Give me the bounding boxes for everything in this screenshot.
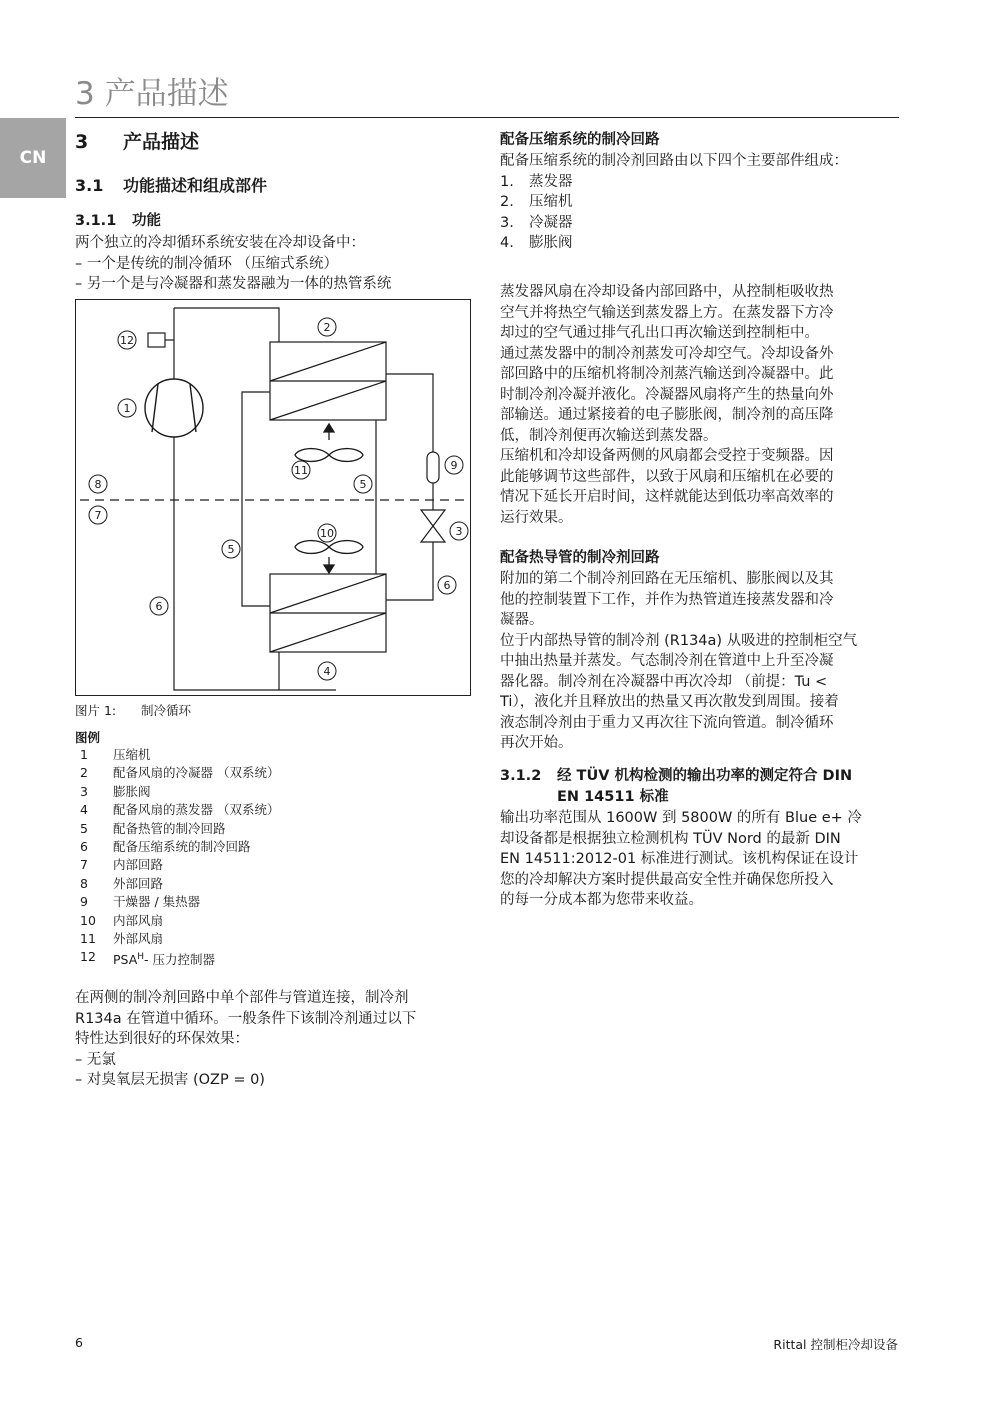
callout-11: 11 [294, 464, 308, 477]
section-3-1-2-heading [500, 766, 852, 808]
callout-1: 1 [123, 402, 131, 415]
pipe-condenser-right [386, 374, 433, 452]
text-line: 时制冷剂冷凝并液化。冷凝器风扇将产生的热量向外 [500, 386, 834, 403]
list-text: 冷凝器 [529, 214, 573, 231]
text-line: – 对臭氧层无损害 (OZP = 0) [75, 1072, 265, 1088]
text-line: R134a 在管道中循环。一般条件下该制冷剂通过以下 [75, 1010, 417, 1027]
legend-num: 10 [80, 912, 96, 928]
legend-num: 11 [80, 931, 96, 947]
refrigerant-paragraph [75, 988, 475, 1091]
expansion-valve [421, 510, 445, 542]
text-line: 他的控制装置下工作，并作为热管道连接蒸发器和冷 [500, 591, 834, 608]
header-rule [75, 117, 899, 118]
component-list-item [500, 172, 900, 193]
legend-num: 12 [80, 949, 96, 965]
legend-item [75, 764, 455, 782]
legend-num: 8 [80, 875, 88, 891]
legend-num: 4 [80, 802, 88, 818]
legend-text: 内部风扇 [113, 912, 164, 928]
text-line: 中抽出热量并蒸发。气态制冷剂在管道中上升至冷凝 [500, 653, 834, 669]
legend-text: 配备热管的制冷回路 [113, 820, 226, 836]
legend-item [75, 856, 455, 874]
compression-intro [500, 151, 900, 254]
legend-text [113, 948, 215, 970]
evaporator [270, 574, 386, 652]
legend-num: 1 [80, 747, 88, 762]
legend-num: 3 [80, 783, 88, 799]
section-3-1-1-heading [75, 210, 161, 232]
list-text: 蒸发器 [529, 173, 573, 190]
callout-9: 9 [450, 459, 458, 472]
internal-fan [295, 541, 363, 573]
footer-brand: Rittal 控制柜冷却设备 [773, 1337, 898, 1352]
text-line: 两个独立的冷却循环系统安装在冷却设备中： [75, 235, 365, 251]
legend-item [75, 838, 455, 856]
callout-8: 8 [94, 478, 102, 491]
legend-text: 膨胀阀 [113, 783, 151, 799]
section-3-heading [75, 129, 199, 155]
text-line: 情况下延长开启时间，这样就能达到低功率高效率的 [500, 489, 834, 505]
legend-text: 压缩机 [113, 747, 151, 762]
section-number: 3.1.1 [75, 213, 117, 229]
refrigeration-cycle-diagram [76, 300, 472, 697]
legend-text: 外部风扇 [113, 931, 164, 947]
callout-6: 6 [155, 600, 163, 613]
legend-item [75, 893, 455, 911]
pressure-switch [148, 333, 165, 347]
legend-num: 6 [80, 839, 88, 855]
component-list-item [500, 213, 900, 234]
text-line: – 无氯 [75, 1051, 116, 1068]
section-title: 功能描述和组成部件 [123, 176, 268, 195]
compression-circuit-heading: 配备压缩系统的制冷回路 [500, 132, 660, 148]
legend-item [75, 746, 455, 764]
legend-text-prefix: PSA [113, 952, 138, 968]
tuv-paragraph [500, 808, 900, 911]
text-line: 凝器。 [500, 612, 544, 628]
legend-text: 配备压缩系统的制冷回路 [113, 839, 251, 855]
pipe-compressor-left [174, 308, 279, 690]
legend-item [75, 820, 455, 838]
section-title-line: EN 14511 标准 [557, 789, 669, 805]
component-list-item [500, 192, 900, 213]
compression-paragraph [500, 282, 900, 528]
legend-text: 干燥器 / 集热器 [113, 894, 201, 910]
text-line: 配备压缩系统的制冷剂回路由以下四个主要部件组成： [500, 153, 848, 169]
callout-6: 6 [443, 579, 451, 592]
text-line: 再次开始。 [500, 735, 573, 751]
legend-text: 配备风扇的蒸发器 （双系统） [113, 802, 280, 818]
callout-10: 10 [320, 527, 334, 540]
list-num: 3. [500, 214, 514, 231]
section-3-1-heading [75, 174, 267, 198]
legend-text-suffix: - 压力控制器 [144, 952, 216, 968]
text-line: – 另一个是与冷凝器和蒸发器融为一体的热管系统 [75, 276, 392, 292]
refrigeration-cycle-figure [75, 299, 471, 696]
callout-7: 7 [94, 509, 102, 522]
heatpipe-paragraph [500, 569, 900, 754]
legend-text: 内部回路 [113, 857, 164, 873]
callout-3: 3 [455, 525, 463, 538]
text-line: 您的冷却解决方案时提供最高安全性并确保您所投入 [500, 871, 834, 888]
legend-num: 9 [80, 894, 88, 910]
text-line: 却过的空气通过排气孔出口再次输送到控制柜中。 [500, 325, 819, 341]
text-line: 部输送。通过紧接着的电子膨胀阀，制冷剂的高压降 [500, 407, 834, 423]
compressor-symbol [145, 379, 203, 437]
page-number: 6 [75, 1335, 83, 1350]
caption-label: 图片 1: [75, 703, 117, 718]
condenser [270, 342, 386, 420]
legend-item [75, 948, 455, 970]
legend-item [75, 912, 455, 930]
section-number: 3 [75, 131, 89, 153]
text-line: 却设备都是根据独立检测机构 TÜV Nord 的最新 DIN [500, 830, 841, 847]
text-line: 附加的第二个制冷剂回路在无压缩机、膨胀阀以及其 [500, 571, 834, 587]
language-tab: CN [0, 118, 66, 198]
callout-4: 4 [323, 665, 331, 678]
text-line: 低，制冷剂便再次输送到蒸发器。 [500, 427, 718, 444]
text-line: 运行效果。 [500, 509, 573, 526]
legend-item [75, 783, 455, 801]
legend-text-superscript: H [137, 952, 145, 963]
text-line: 器化器。制冷剂在冷凝器中再次冷却 （前提：Tu < [500, 673, 828, 690]
list-num: 2. [500, 194, 514, 210]
section-number: 3.1.2 [500, 768, 542, 784]
callout-5: 5 [359, 478, 367, 491]
legend-text: 外部回路 [113, 875, 164, 891]
text-line: 在两侧的制冷剂回路中单个部件与管道连接，制冷剂 [75, 990, 409, 1006]
list-text: 膨胀阀 [529, 235, 573, 251]
legend-list [75, 746, 455, 970]
text-line: 蒸发器风扇在冷却设备内部回路中，从控制柜吸收热 [500, 284, 834, 300]
component-list-item [500, 233, 900, 254]
text-line: 此能够调节这些部件，以致于风扇和压缩机在必要的 [500, 468, 834, 485]
list-num: 1. [500, 173, 514, 190]
section-number: 3.1 [75, 176, 104, 195]
callout-5: 5 [227, 543, 235, 556]
callout-12: 12 [120, 334, 134, 347]
legend-title: 图例 [75, 730, 101, 745]
text-line: 特性达到很好的环保效果： [75, 1031, 249, 1047]
legend-item [75, 801, 455, 819]
text-line: 输出功率范围从 1600W 到 5800W 的所有 Blue e+ 冷 [500, 810, 862, 826]
text-line: 的每一分成本都为您带来收益。 [500, 892, 703, 908]
legend-num: 2 [80, 765, 88, 781]
text-line: 空气并将热空气输送到蒸发器上方。在蒸发器下方冷 [500, 304, 834, 321]
callout-2: 2 [323, 321, 331, 334]
section-title: 功能 [132, 213, 161, 229]
section-title: 产品描述 [123, 131, 200, 153]
heatpipe-circuit-heading: 配备热导管的制冷剂回路 [500, 550, 660, 566]
caption-text: 制冷循环 [141, 703, 192, 718]
drier-collector [427, 452, 439, 483]
external-fan [295, 424, 363, 461]
legend-text: 配备风扇的冷凝器 （双系统） [113, 765, 280, 781]
text-line: 通过蒸发器中的制冷剂蒸发可冷却空气。冷却设备外 [500, 345, 834, 362]
text-line: EN 14511:2012-01 标准进行测试。该机构保证在设计 [500, 851, 859, 867]
pipe-evaporator-right [386, 542, 433, 600]
function-paragraph [75, 233, 475, 295]
text-line: 部回路中的压缩机将制冷剂蒸汽输送到冷凝器中。此 [500, 366, 834, 382]
text-line: – 一个是传统的制冷循环 （压缩式系统） [75, 255, 338, 272]
text-line: 液态制冷剂由于重力又再次往下流向管道。制冷循环 [500, 714, 834, 731]
legend-num: 7 [80, 857, 88, 873]
list-text: 压缩机 [529, 194, 573, 210]
pipe-compressor-top [174, 308, 279, 342]
legend-item [75, 875, 455, 893]
list-num: 4. [500, 235, 514, 251]
legend-item [75, 930, 455, 948]
text-line: 位于内部热导管的制冷剂 (R134a) 从吸进的控制柜空气 [500, 632, 858, 649]
legend-num: 5 [80, 820, 88, 836]
chapter-header-title: 3 产品描述 [75, 76, 229, 112]
figure-caption [75, 702, 191, 720]
text-line: 压缩机和冷却设备两侧的风扇都会受控于变频器。因 [500, 448, 834, 464]
text-line: Ti），液化并且释放出的热量又再次散发到周围。接着 [500, 694, 839, 710]
section-title-line: 经 TÜV 机构检测的输出功率的测定符合 DIN [557, 768, 853, 784]
